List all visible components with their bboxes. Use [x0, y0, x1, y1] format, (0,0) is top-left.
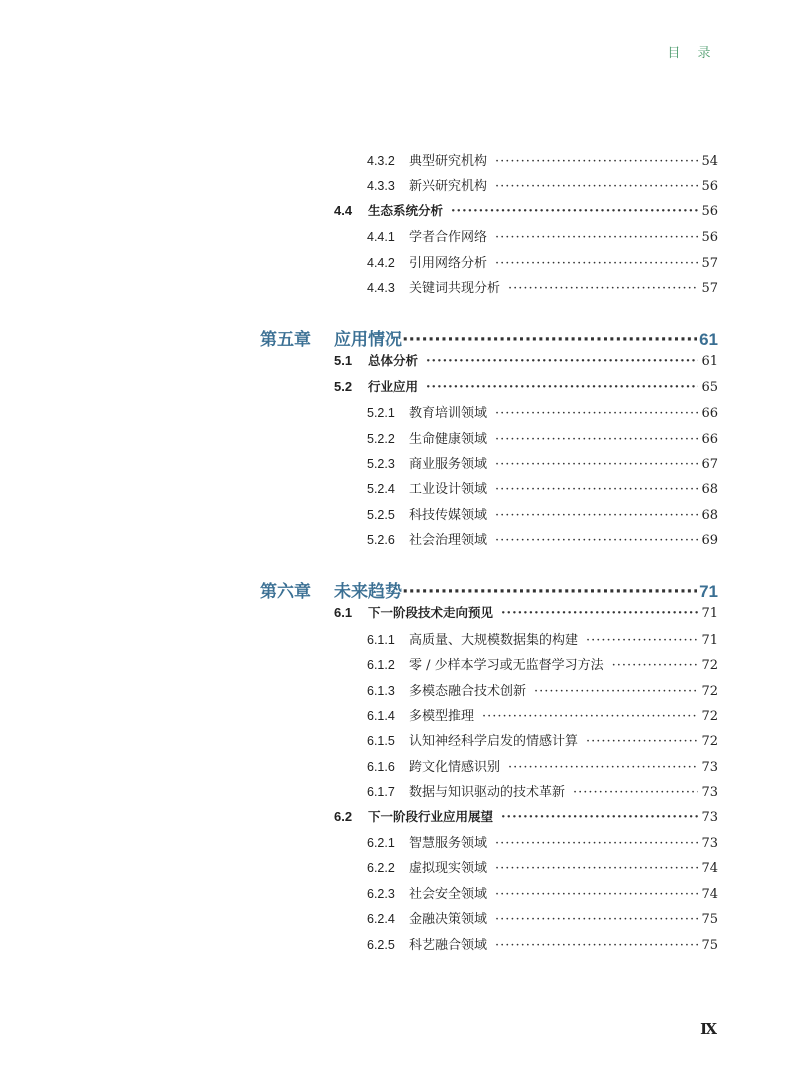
- dot-leader: [508, 281, 698, 296]
- toc-entry-number: 6.2.4: [367, 912, 395, 927]
- toc-entry-title: 多模态融合技术创新: [409, 683, 527, 699]
- toc-entry-title: 社会安全领域: [409, 886, 488, 902]
- dot-leader: [495, 887, 698, 902]
- toc-entry-page: 54: [701, 154, 718, 169]
- toc-entry-page: 71: [701, 606, 718, 622]
- toc-subsection-entry[interactable]: [260, 175, 718, 200]
- toc-entry-title: 工业设计领域: [409, 482, 488, 498]
- dot-leader: [495, 912, 698, 927]
- dot-leader: [495, 179, 698, 194]
- toc-entry-page: 72: [701, 734, 718, 750]
- toc-entry-number: 4.4: [334, 202, 353, 218]
- toc-subsection-entry[interactable]: [260, 453, 718, 478]
- toc-subsection-entry[interactable]: [260, 756, 718, 781]
- toc-entry-title: 跨文化情感识别: [409, 759, 501, 775]
- toc-entry-number: 6.2.1: [367, 835, 395, 850]
- dot-leader: [501, 810, 698, 825]
- toc-entry-page: 61: [701, 354, 718, 370]
- toc-entry-page: 73: [701, 809, 718, 825]
- toc-entry-title: 关键词共现分析: [409, 280, 501, 296]
- toc-section-entry[interactable]: [260, 377, 718, 402]
- dot-leader: [495, 938, 698, 953]
- toc-entry-page: 67: [701, 456, 718, 472]
- toc-section-entry[interactable]: [260, 807, 718, 832]
- toc-entry-number: 6.1.5: [367, 734, 395, 749]
- toc-subsection-entry[interactable]: [260, 529, 718, 554]
- toc-entry-number: 5.2.6: [367, 533, 395, 548]
- toc-entry-page: 56: [701, 203, 718, 219]
- toc-entry-number: 6.2.5: [367, 937, 395, 952]
- dot-leader: [495, 230, 698, 245]
- toc-entry-number: 4.3.3: [367, 179, 395, 194]
- table-of-contents: [260, 150, 718, 959]
- toc-entry-number: 5.2.2: [367, 431, 395, 446]
- toc-entry-page: 71: [701, 632, 718, 648]
- toc-subsection-entry[interactable]: [260, 226, 718, 251]
- toc-entry-number: 6.1: [334, 605, 353, 621]
- dot-leader: [495, 482, 698, 497]
- toc-entry-title: 典型研究机构: [409, 154, 488, 169]
- toc-entry-page: 65: [701, 379, 718, 395]
- toc-subsection-entry[interactable]: [260, 402, 718, 427]
- toc-entry-title: 未来趋势: [334, 582, 402, 603]
- dot-leader: [451, 204, 698, 219]
- toc-entry-title: 学者合作网络: [409, 230, 488, 246]
- toc-subsection-entry[interactable]: [260, 150, 718, 175]
- toc-chapter-entry[interactable]: [260, 577, 718, 603]
- toc-entry-page: 72: [701, 683, 718, 699]
- toc-section-entry[interactable]: [260, 351, 718, 376]
- dot-leader: [495, 508, 698, 523]
- toc-entry-page: 75: [701, 937, 718, 953]
- toc-subsection-entry[interactable]: [260, 934, 718, 959]
- toc-entry-title: 教育培训领域: [409, 406, 488, 422]
- dot-leader: [402, 330, 697, 350]
- toc-entry-page: 74: [701, 886, 718, 902]
- toc-entry-number: 4.4.1: [367, 230, 395, 245]
- toc-entry-page: 56: [701, 230, 718, 246]
- toc-entry-page: 57: [701, 255, 718, 271]
- toc-subsection-entry[interactable]: [260, 629, 718, 654]
- dot-leader: [534, 684, 698, 699]
- toc-entry-number: 4.4.2: [367, 255, 395, 270]
- dot-leader: [402, 582, 697, 602]
- toc-entry-number: 5.2.4: [367, 482, 395, 497]
- dot-leader: [495, 154, 698, 169]
- toc-entry-number: 第五章: [260, 330, 311, 351]
- toc-entry-number: 6.1.7: [367, 785, 395, 800]
- toc-entry-page: 75: [701, 912, 718, 928]
- dot-leader: [495, 533, 698, 548]
- toc-entry-page: 72: [701, 709, 718, 725]
- toc-entry-title: 虚拟现实领域: [409, 861, 488, 877]
- toc-entry-number: 5.2.1: [367, 406, 395, 421]
- toc-subsection-entry[interactable]: [260, 781, 718, 806]
- toc-entry-number: 6.1.3: [367, 683, 395, 698]
- toc-entry-page: 68: [701, 482, 718, 498]
- toc-subsection-entry[interactable]: [260, 705, 718, 730]
- toc-entry-page: 66: [701, 406, 718, 422]
- dot-leader: [586, 633, 698, 648]
- toc-section-entry[interactable]: [260, 603, 718, 628]
- page-number: Ⅸ: [700, 1020, 717, 1038]
- toc-subsection-entry[interactable]: [260, 832, 718, 857]
- toc-subsection-entry[interactable]: [260, 680, 718, 705]
- toc-entry-page: 73: [701, 835, 718, 851]
- toc-entry-title: 引用网络分析: [409, 255, 488, 271]
- toc-entry-number: 第六章: [260, 582, 311, 603]
- toc-entry-title: 应用情况: [334, 330, 402, 351]
- dot-leader: [495, 457, 698, 472]
- toc-entry-number: 6.1.1: [367, 632, 395, 647]
- toc-entry-number: 6.2.2: [367, 861, 395, 876]
- toc-entry-title: 下一阶段行业应用展望: [368, 808, 494, 824]
- dot-leader: [586, 734, 698, 749]
- dot-leader: [501, 606, 698, 621]
- toc-section-entry[interactable]: [260, 201, 718, 226]
- toc-entry-number: 4.4.3: [367, 280, 395, 295]
- toc-subsection-entry[interactable]: [260, 277, 718, 302]
- toc-subsection-entry[interactable]: [260, 478, 718, 503]
- dot-leader: [495, 836, 698, 851]
- toc-entry-title: 科艺融合领域: [409, 937, 488, 953]
- toc-entry-number: 5.1: [334, 353, 353, 369]
- toc-subsection-entry[interactable]: [260, 504, 718, 529]
- toc-entry-title: 生命健康领域: [409, 431, 488, 447]
- toc-entry-number: 6.2: [334, 808, 353, 824]
- toc-subsection-entry[interactable]: [260, 857, 718, 882]
- running-header: 目 录: [667, 46, 717, 61]
- toc-entry-page: 61: [699, 330, 718, 350]
- toc-entry-page: 56: [701, 179, 718, 195]
- toc-subsection-entry[interactable]: [260, 252, 718, 277]
- toc-subsection-entry[interactable]: [260, 654, 718, 679]
- toc-entry-title: 认知神经科学启发的情感计算: [409, 734, 579, 750]
- toc-subsection-entry[interactable]: [260, 730, 718, 755]
- toc-entry-title: 下一阶段技术走向预见: [368, 605, 494, 621]
- toc-entry-number: 6.2.3: [367, 886, 395, 901]
- toc-entry-title: 多模型推理: [409, 709, 475, 725]
- dot-leader: [482, 709, 698, 724]
- dot-leader: [426, 354, 698, 369]
- toc-entry-page: 73: [701, 785, 718, 801]
- toc-entry-page: 57: [701, 280, 718, 296]
- toc-entry-title: 零 / 少样本学习或无监督学习方法: [409, 658, 604, 674]
- toc-entry-page: 71: [699, 582, 718, 602]
- toc-entry-number: 5.2.3: [367, 456, 395, 471]
- toc-entry-page: 74: [701, 861, 718, 877]
- toc-subsection-entry[interactable]: [260, 908, 718, 933]
- dot-leader: [495, 406, 698, 421]
- toc-entry-number: 4.3.2: [367, 154, 395, 168]
- dot-leader: [495, 256, 698, 271]
- toc-entry-number: 5.2: [334, 378, 353, 394]
- toc-chapter-entry[interactable]: [260, 325, 718, 351]
- toc-entry-title: 数据与知识驱动的技术革新: [409, 785, 566, 801]
- toc-entry-number: 6.1.6: [367, 759, 395, 774]
- toc-entry-title: 社会治理领域: [409, 533, 488, 549]
- toc-entry-title: 总体分析: [368, 353, 419, 369]
- toc-subsection-entry[interactable]: [260, 428, 718, 453]
- toc-entry-page: 72: [701, 658, 718, 674]
- toc-entry-page: 69: [701, 533, 718, 549]
- toc-entry-title: 生态系统分析: [368, 202, 444, 218]
- dot-leader: [612, 658, 699, 673]
- toc-entry-number: 5.2.5: [367, 507, 395, 522]
- toc-entry-page: 73: [701, 759, 718, 775]
- toc-entry-title: 金融决策领域: [409, 912, 488, 928]
- toc-entry-title: 科技传媒领域: [409, 507, 488, 523]
- dot-leader: [573, 785, 698, 800]
- dot-leader: [495, 861, 698, 876]
- toc-entry-title: 智慧服务领域: [409, 835, 488, 851]
- toc-entry-page: 66: [701, 431, 718, 447]
- dot-leader: [508, 760, 698, 775]
- toc-entry-title: 高质量、大规模数据集的构建: [409, 632, 579, 648]
- toc-subsection-entry[interactable]: [260, 883, 718, 908]
- toc-entry-title: 行业应用: [368, 378, 419, 394]
- dot-leader: [495, 432, 698, 447]
- toc-entry-title: 商业服务领域: [409, 456, 488, 472]
- toc-entry-number: 6.1.2: [367, 658, 395, 673]
- toc-entry-title: 新兴研究机构: [409, 179, 488, 195]
- toc-entry-page: 68: [701, 507, 718, 523]
- dot-leader: [426, 380, 698, 395]
- toc-entry-number: 6.1.4: [367, 709, 395, 724]
